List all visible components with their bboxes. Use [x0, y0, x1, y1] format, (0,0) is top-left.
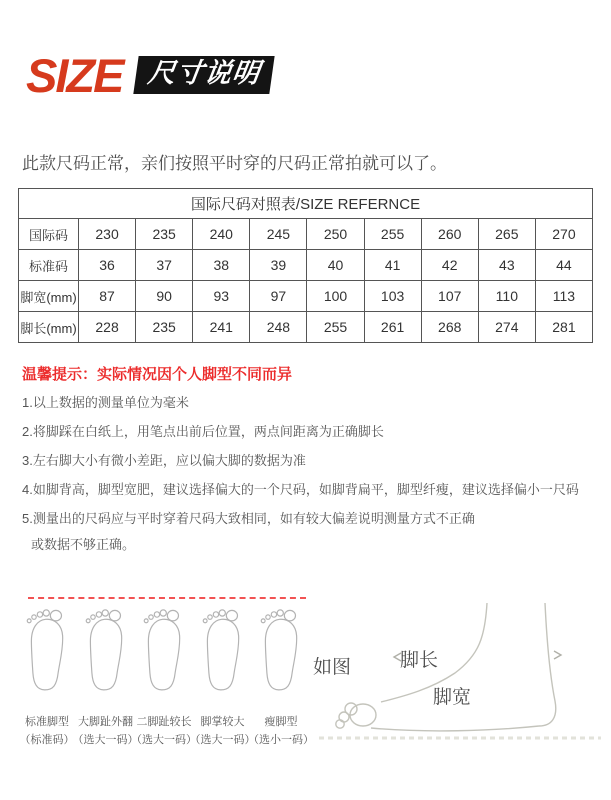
size-cell: 42	[421, 250, 478, 281]
row-label: 标准码	[19, 250, 79, 281]
foot-type-wide	[189, 599, 256, 747]
size-cell: 36	[79, 250, 136, 281]
row-label: 脚长(mm)	[19, 312, 79, 343]
warm-tip-text: 实际情况因个人脚型不同而异	[97, 366, 293, 383]
foot-type-note: （选大一码）	[189, 734, 256, 746]
table-row	[19, 312, 593, 343]
feet-row	[18, 599, 314, 747]
size-cell: 93	[193, 281, 250, 312]
foot-type-standard	[18, 599, 76, 747]
size-cell: 230	[79, 219, 136, 250]
size-cell: 40	[307, 250, 364, 281]
note-4: 4.如脚背高，脚型宽肥，建议选择偏大的一个尺码，如脚背扁平，脚型纤瘦，建议选择偏小一尺码	[22, 482, 579, 497]
note-1: 1.以上数据的测量单位为毫米	[22, 395, 189, 410]
size-cell: 281	[535, 312, 592, 343]
warm-tip	[22, 363, 292, 384]
size-cell: 90	[136, 281, 193, 312]
foot-type-note: （选大一码）	[131, 734, 197, 746]
footprint-icon	[138, 599, 190, 705]
table-row	[19, 250, 593, 281]
foot-type-name: 标准脚型	[25, 716, 69, 728]
size-cell: 255	[307, 312, 364, 343]
foot-type-name: 二脚趾较长	[136, 716, 192, 728]
row-label: 脚宽(mm)	[19, 281, 79, 312]
size-cell: 107	[421, 281, 478, 312]
footprint-icon	[21, 599, 73, 705]
note-3: 3.左右脚大小有微小差距，应以偏大脚的数据为准	[22, 453, 306, 468]
size-cell: 39	[250, 250, 307, 281]
foot-type-name: 瘦脚型	[264, 716, 298, 728]
size-cell: 100	[307, 281, 364, 312]
size-cell: 248	[250, 312, 307, 343]
size-cell: 235	[136, 219, 193, 250]
size-table	[18, 188, 593, 343]
size-cell: 87	[79, 281, 136, 312]
size-cell: 41	[364, 250, 421, 281]
size-cell: 240	[193, 219, 250, 250]
warm-tip-prefix: 温馨提示：	[22, 366, 98, 383]
size-badge-label: 尺寸说明	[146, 58, 263, 89]
row-label: 国际码	[19, 219, 79, 250]
footprint-icon	[80, 599, 132, 705]
label-foot-length: 脚长	[400, 650, 439, 671]
size-cell: 255	[364, 219, 421, 250]
size-cell: 44	[535, 250, 592, 281]
foot-type-narrow	[248, 599, 314, 747]
intro-text: 此款尺码正常，亲们按照平时穿的尺码正常拍就可以了。	[22, 154, 447, 173]
size-cell: 38	[193, 250, 250, 281]
foot-type-bunion	[72, 599, 139, 747]
size-cell: 110	[478, 281, 535, 312]
size-cell: 113	[535, 281, 592, 312]
foot-type-name: 脚掌较大	[200, 716, 245, 728]
label-as-shown: 如图	[313, 657, 352, 678]
size-cell: 261	[364, 312, 421, 343]
size-cell: 228	[79, 312, 136, 343]
measure-notes	[22, 396, 579, 567]
foot-type-long-second-toe	[131, 599, 197, 747]
footprint-icon	[197, 599, 249, 705]
size-cell: 260	[421, 219, 478, 250]
size-table-title: 国际尺码对照表/SIZE REFERNCE	[19, 189, 593, 219]
size-logo-text: SIZE	[26, 48, 123, 102]
foot-type-name: 大脚趾外翻	[78, 716, 133, 728]
footprint-icon	[255, 599, 307, 705]
size-cell: 235	[136, 312, 193, 343]
note-5-continued: 或数据不够正确。	[31, 537, 136, 552]
size-cell: 265	[478, 219, 535, 250]
size-cell: 103	[364, 281, 421, 312]
size-cell: 97	[250, 281, 307, 312]
size-cell: 268	[421, 312, 478, 343]
size-cell: 274	[478, 312, 535, 343]
size-cell: 245	[250, 219, 307, 250]
size-cell: 37	[136, 250, 193, 281]
foot-types-diagram	[18, 592, 314, 757]
foot-type-note: （标准码）	[19, 734, 75, 746]
size-cell: 250	[307, 219, 364, 250]
size-badge	[134, 56, 275, 94]
note-5: 5.测量出的尺码应与平时穿着尺码大致相同，如有较大偏差说明测量方式不正确	[22, 511, 475, 526]
foot-measurement-diagram	[305, 595, 611, 760]
size-cell: 43	[478, 250, 535, 281]
note-2: 2.将脚踩在白纸上，用笔点出前后位置，两点间距离为正确脚长	[22, 424, 384, 439]
table-row	[19, 281, 593, 312]
foot-type-note: （选大一码）	[72, 734, 139, 746]
size-cell: 270	[535, 219, 592, 250]
logo	[26, 48, 272, 102]
label-foot-width: 脚宽	[433, 687, 472, 708]
size-cell: 241	[193, 312, 250, 343]
foot-type-note: （选小一码）	[248, 734, 314, 746]
table-row	[19, 219, 593, 250]
